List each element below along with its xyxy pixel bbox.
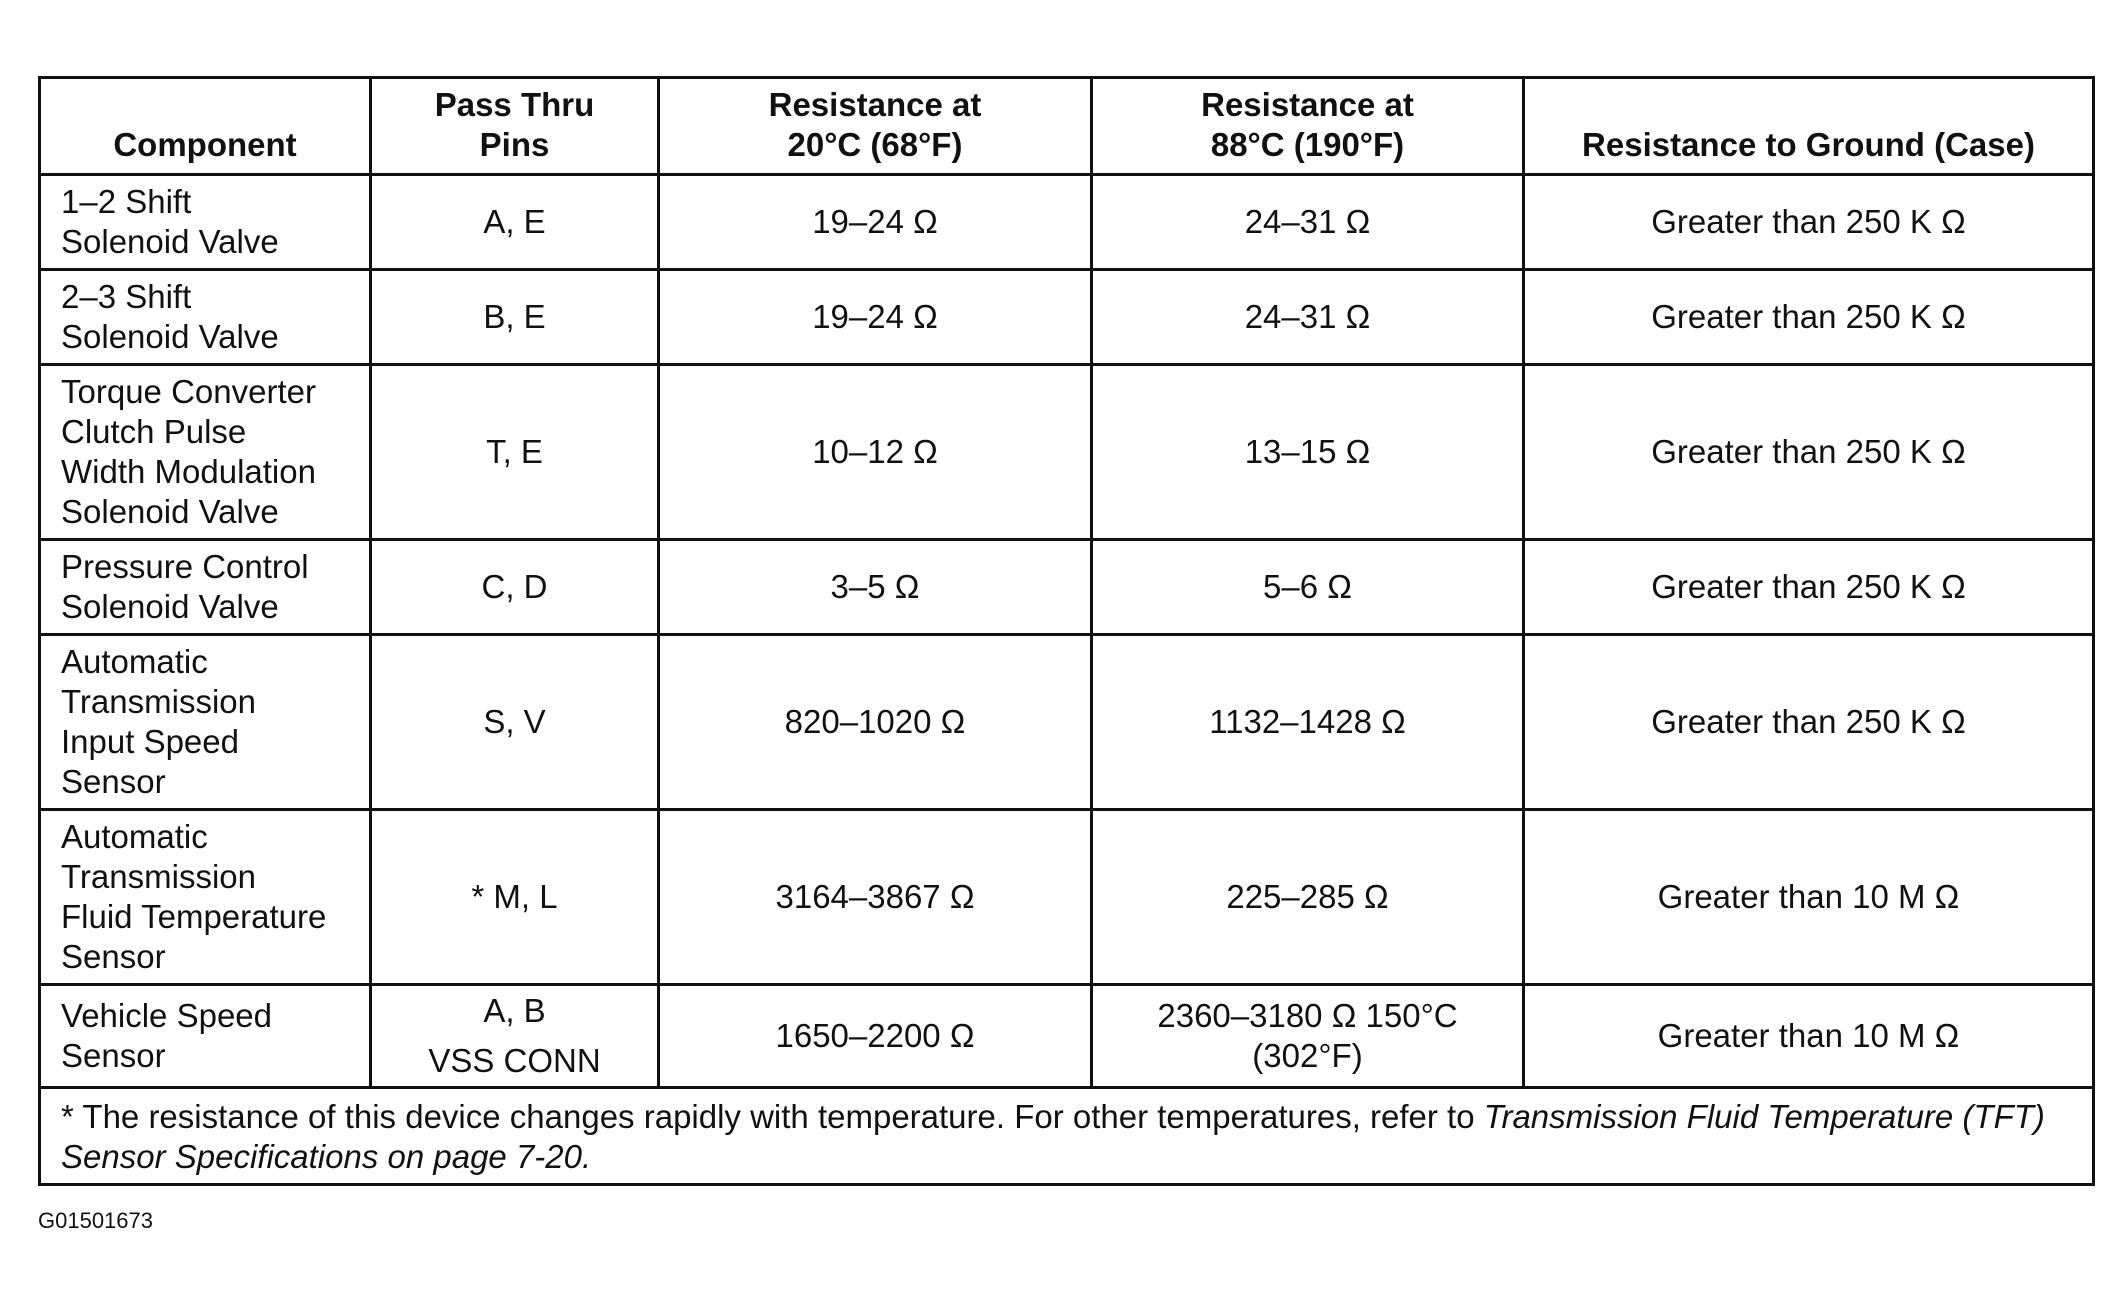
resistance-88c-cell: 24–31 Ω [1092, 270, 1524, 365]
footnote-text: * The resistance of this device changes rapidly with temperature. For other temperatures, refer to [61, 1098, 1484, 1135]
resistance-ground-cell: Greater than 250 K Ω [1524, 270, 2094, 365]
component-cell: 1–2 Shift Solenoid Valve [40, 175, 371, 270]
table-row [40, 270, 2094, 365]
footnote-row [40, 1088, 2094, 1185]
component-cell: Pressure Control Solenoid Valve [40, 540, 371, 635]
footnote-reference: Transmission Fluid Temperature (TFT) Sensor Specifications on page 7-20. [61, 1098, 2045, 1175]
table-row [40, 175, 2094, 270]
header-resistance-88c: Resistance at 88°C (190°F) [1092, 78, 1524, 175]
component-cell: Torque Converter Clutch Pulse Width Modulation Solenoid Valve [40, 365, 371, 540]
header-resistance-20c: Resistance at 20°C (68°F) [659, 78, 1092, 175]
header-resistance-to-ground: Resistance to Ground (Case) [1524, 78, 2094, 175]
component-cell: 2–3 Shift Solenoid Valve [40, 270, 371, 365]
resistance-spec-table [38, 76, 2095, 1186]
resistance-88c-cell: 24–31 Ω [1092, 175, 1524, 270]
resistance-20c-cell: 3164–3867 Ω [659, 810, 1092, 985]
resistance-88c-cell: 225–285 Ω [1092, 810, 1524, 985]
header-pass-thru-pins: Pass Thru Pins [371, 78, 659, 175]
resistance-20c-cell: 19–24 Ω [659, 175, 1092, 270]
table-row [40, 985, 2094, 1088]
pins-cell: S, V [371, 635, 659, 810]
resistance-ground-cell: Greater than 10 M Ω [1524, 985, 2094, 1088]
resistance-88c-cell: 1132–1428 Ω [1092, 635, 1524, 810]
pins-cell: A, B VSS CONN [371, 985, 659, 1088]
pins-cell: B, E [371, 270, 659, 365]
pins-cell: A, E [371, 175, 659, 270]
figure-id: G01501673 [38, 1208, 153, 1233]
resistance-20c-cell: 10–12 Ω [659, 365, 1092, 540]
component-cell: Automatic Transmission Input Speed Sensor [40, 635, 371, 810]
resistance-88c-cell: 2360–3180 Ω 150°C (302°F) [1092, 985, 1524, 1088]
resistance-88c-cell: 13–15 Ω [1092, 365, 1524, 540]
pins-cell: T, E [371, 365, 659, 540]
pins-cell: C, D [371, 540, 659, 635]
resistance-20c-cell: 820–1020 Ω [659, 635, 1092, 810]
resistance-88c-cell: 5–6 Ω [1092, 540, 1524, 635]
resistance-20c-cell: 3–5 Ω [659, 540, 1092, 635]
resistance-ground-cell: Greater than 10 M Ω [1524, 810, 2094, 985]
component-cell: Vehicle Speed Sensor [40, 985, 371, 1088]
header-row [40, 78, 2094, 175]
table-row [40, 365, 2094, 540]
resistance-ground-cell: Greater than 250 K Ω [1524, 635, 2094, 810]
table-row [40, 810, 2094, 985]
footnote [40, 1088, 2094, 1185]
resistance-20c-cell: 1650–2200 Ω [659, 985, 1092, 1088]
component-cell: Automatic Transmission Fluid Temperature Sensor [40, 810, 371, 985]
resistance-ground-cell: Greater than 250 K Ω [1524, 175, 2094, 270]
header-component: Component [40, 78, 371, 175]
resistance-ground-cell: Greater than 250 K Ω [1524, 365, 2094, 540]
resistance-ground-cell: Greater than 250 K Ω [1524, 540, 2094, 635]
table-row [40, 540, 2094, 635]
resistance-20c-cell: 19–24 Ω [659, 270, 1092, 365]
pins-cell: * M, L [371, 810, 659, 985]
table-row [40, 635, 2094, 810]
